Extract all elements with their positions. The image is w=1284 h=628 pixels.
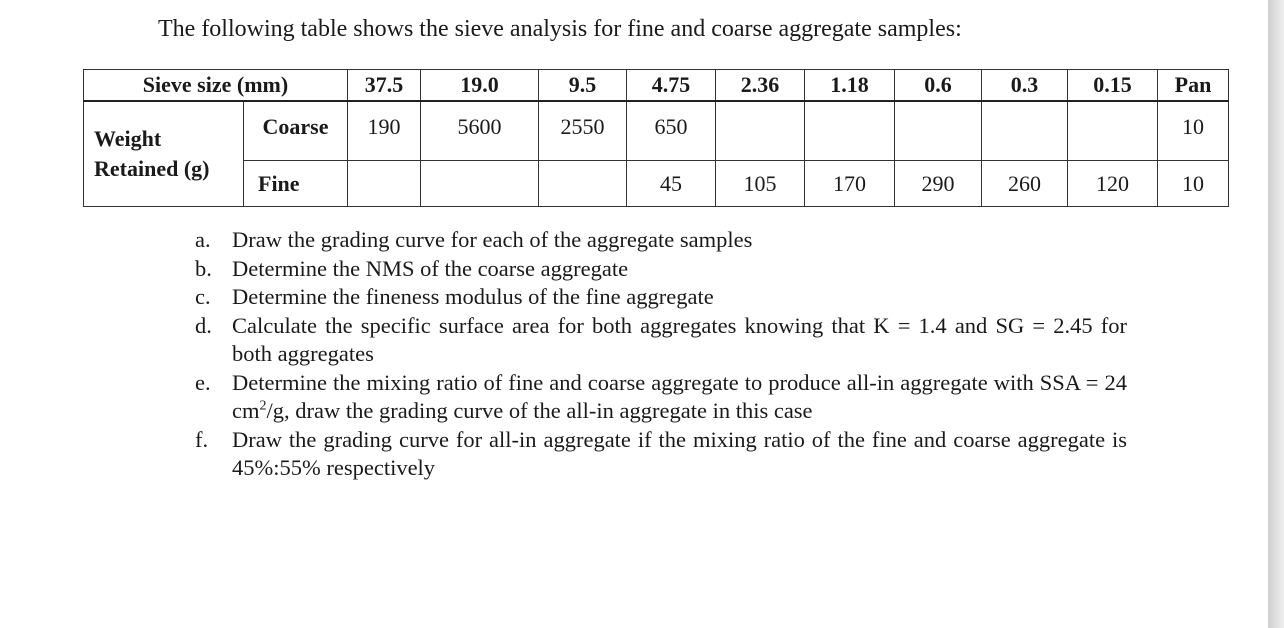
sieve-size-cell: 0.6 <box>895 70 982 102</box>
sieve-size-cell: 0.15 <box>1068 70 1158 102</box>
question-text: Calculate the specific surface area for both aggregates knowing that K = 1.4 and SG = 2.45 for both aggregates <box>232 312 1127 366</box>
fine-value: 260 <box>982 161 1068 207</box>
question-text: Determine the fineness modulus of the fine aggregate <box>232 284 714 309</box>
question-item <box>195 255 1127 284</box>
coarse-value <box>895 101 982 161</box>
coarse-value <box>805 101 895 161</box>
question-text: Draw the grading curve for all-in aggregate if the mixing ratio of the fine and coarse aggregate is 45%:55% respectively <box>232 426 1127 480</box>
fine-label: Fine <box>244 161 348 207</box>
fine-value: 45 <box>627 161 716 207</box>
question-marker: f. <box>195 426 209 452</box>
sieve-size-cell: 37.5 <box>348 70 421 102</box>
coarse-value <box>1068 101 1158 161</box>
question-item <box>195 283 1127 312</box>
fine-value <box>539 161 627 207</box>
fine-value: 105 <box>716 161 805 207</box>
weight-retained-label <box>84 101 244 207</box>
sieve-size-cell: 4.75 <box>627 70 716 102</box>
question-item <box>195 226 1127 255</box>
sieve-size-cell: Pan <box>1158 70 1229 102</box>
weight-retained-label-line2: Retained (g) <box>94 156 210 181</box>
coarse-value: 190 <box>348 101 421 161</box>
sieve-size-header: Sieve size (mm) <box>84 70 348 102</box>
question-marker: e. <box>195 369 211 395</box>
question-marker: c. <box>195 284 211 309</box>
coarse-value: 5600 <box>421 101 539 161</box>
question-item <box>195 312 1127 369</box>
question-text: Draw the grading curve for each of the aggregate samples <box>232 227 753 252</box>
sieve-size-cell: 19.0 <box>421 70 539 102</box>
question-text-part: Determine the mixing ratio of fine and coarse aggregate to produce all-in aggregate with SSA = 24 cm <box>232 369 1127 423</box>
coarse-row <box>84 101 1229 161</box>
question-item <box>195 369 1127 426</box>
fine-value: 170 <box>805 161 895 207</box>
weight-retained-label-line1: Weight <box>94 126 162 151</box>
coarse-value <box>716 101 805 161</box>
coarse-value: 10 <box>1158 101 1229 161</box>
sieve-size-cell: 2.36 <box>716 70 805 102</box>
question-item <box>195 426 1127 483</box>
question-text <box>232 369 1127 426</box>
question-marker: b. <box>195 255 212 281</box>
coarse-value: 650 <box>627 101 716 161</box>
sieve-size-cell: 0.3 <box>982 70 1068 102</box>
sieve-analysis-table <box>83 69 1229 207</box>
fine-row <box>84 161 1229 207</box>
table-header-row <box>84 70 1229 102</box>
sieve-size-cell: 9.5 <box>539 70 627 102</box>
question-marker: a. <box>195 227 211 252</box>
superscript: 2 <box>259 398 267 414</box>
fine-value <box>348 161 421 207</box>
fine-value: 10 <box>1158 161 1229 207</box>
fine-value: 290 <box>895 161 982 207</box>
sieve-size-cell: 1.18 <box>805 70 895 102</box>
coarse-value <box>982 101 1068 161</box>
question-text-part: /g, draw the grading curve of the all-in aggregate in this case <box>266 398 813 423</box>
question-text: Determine the NMS of the coarse aggregate <box>232 255 629 281</box>
coarse-value: 2550 <box>539 101 627 161</box>
page-edge-shadow <box>1268 0 1284 628</box>
question-marker: d. <box>195 312 212 338</box>
question-list <box>195 226 1127 483</box>
intro-text: The following table shows the sieve analysis for fine and coarse aggregate samples: <box>158 16 962 42</box>
coarse-label: Coarse <box>244 101 348 161</box>
fine-value: 120 <box>1068 161 1158 207</box>
fine-value <box>421 161 539 207</box>
